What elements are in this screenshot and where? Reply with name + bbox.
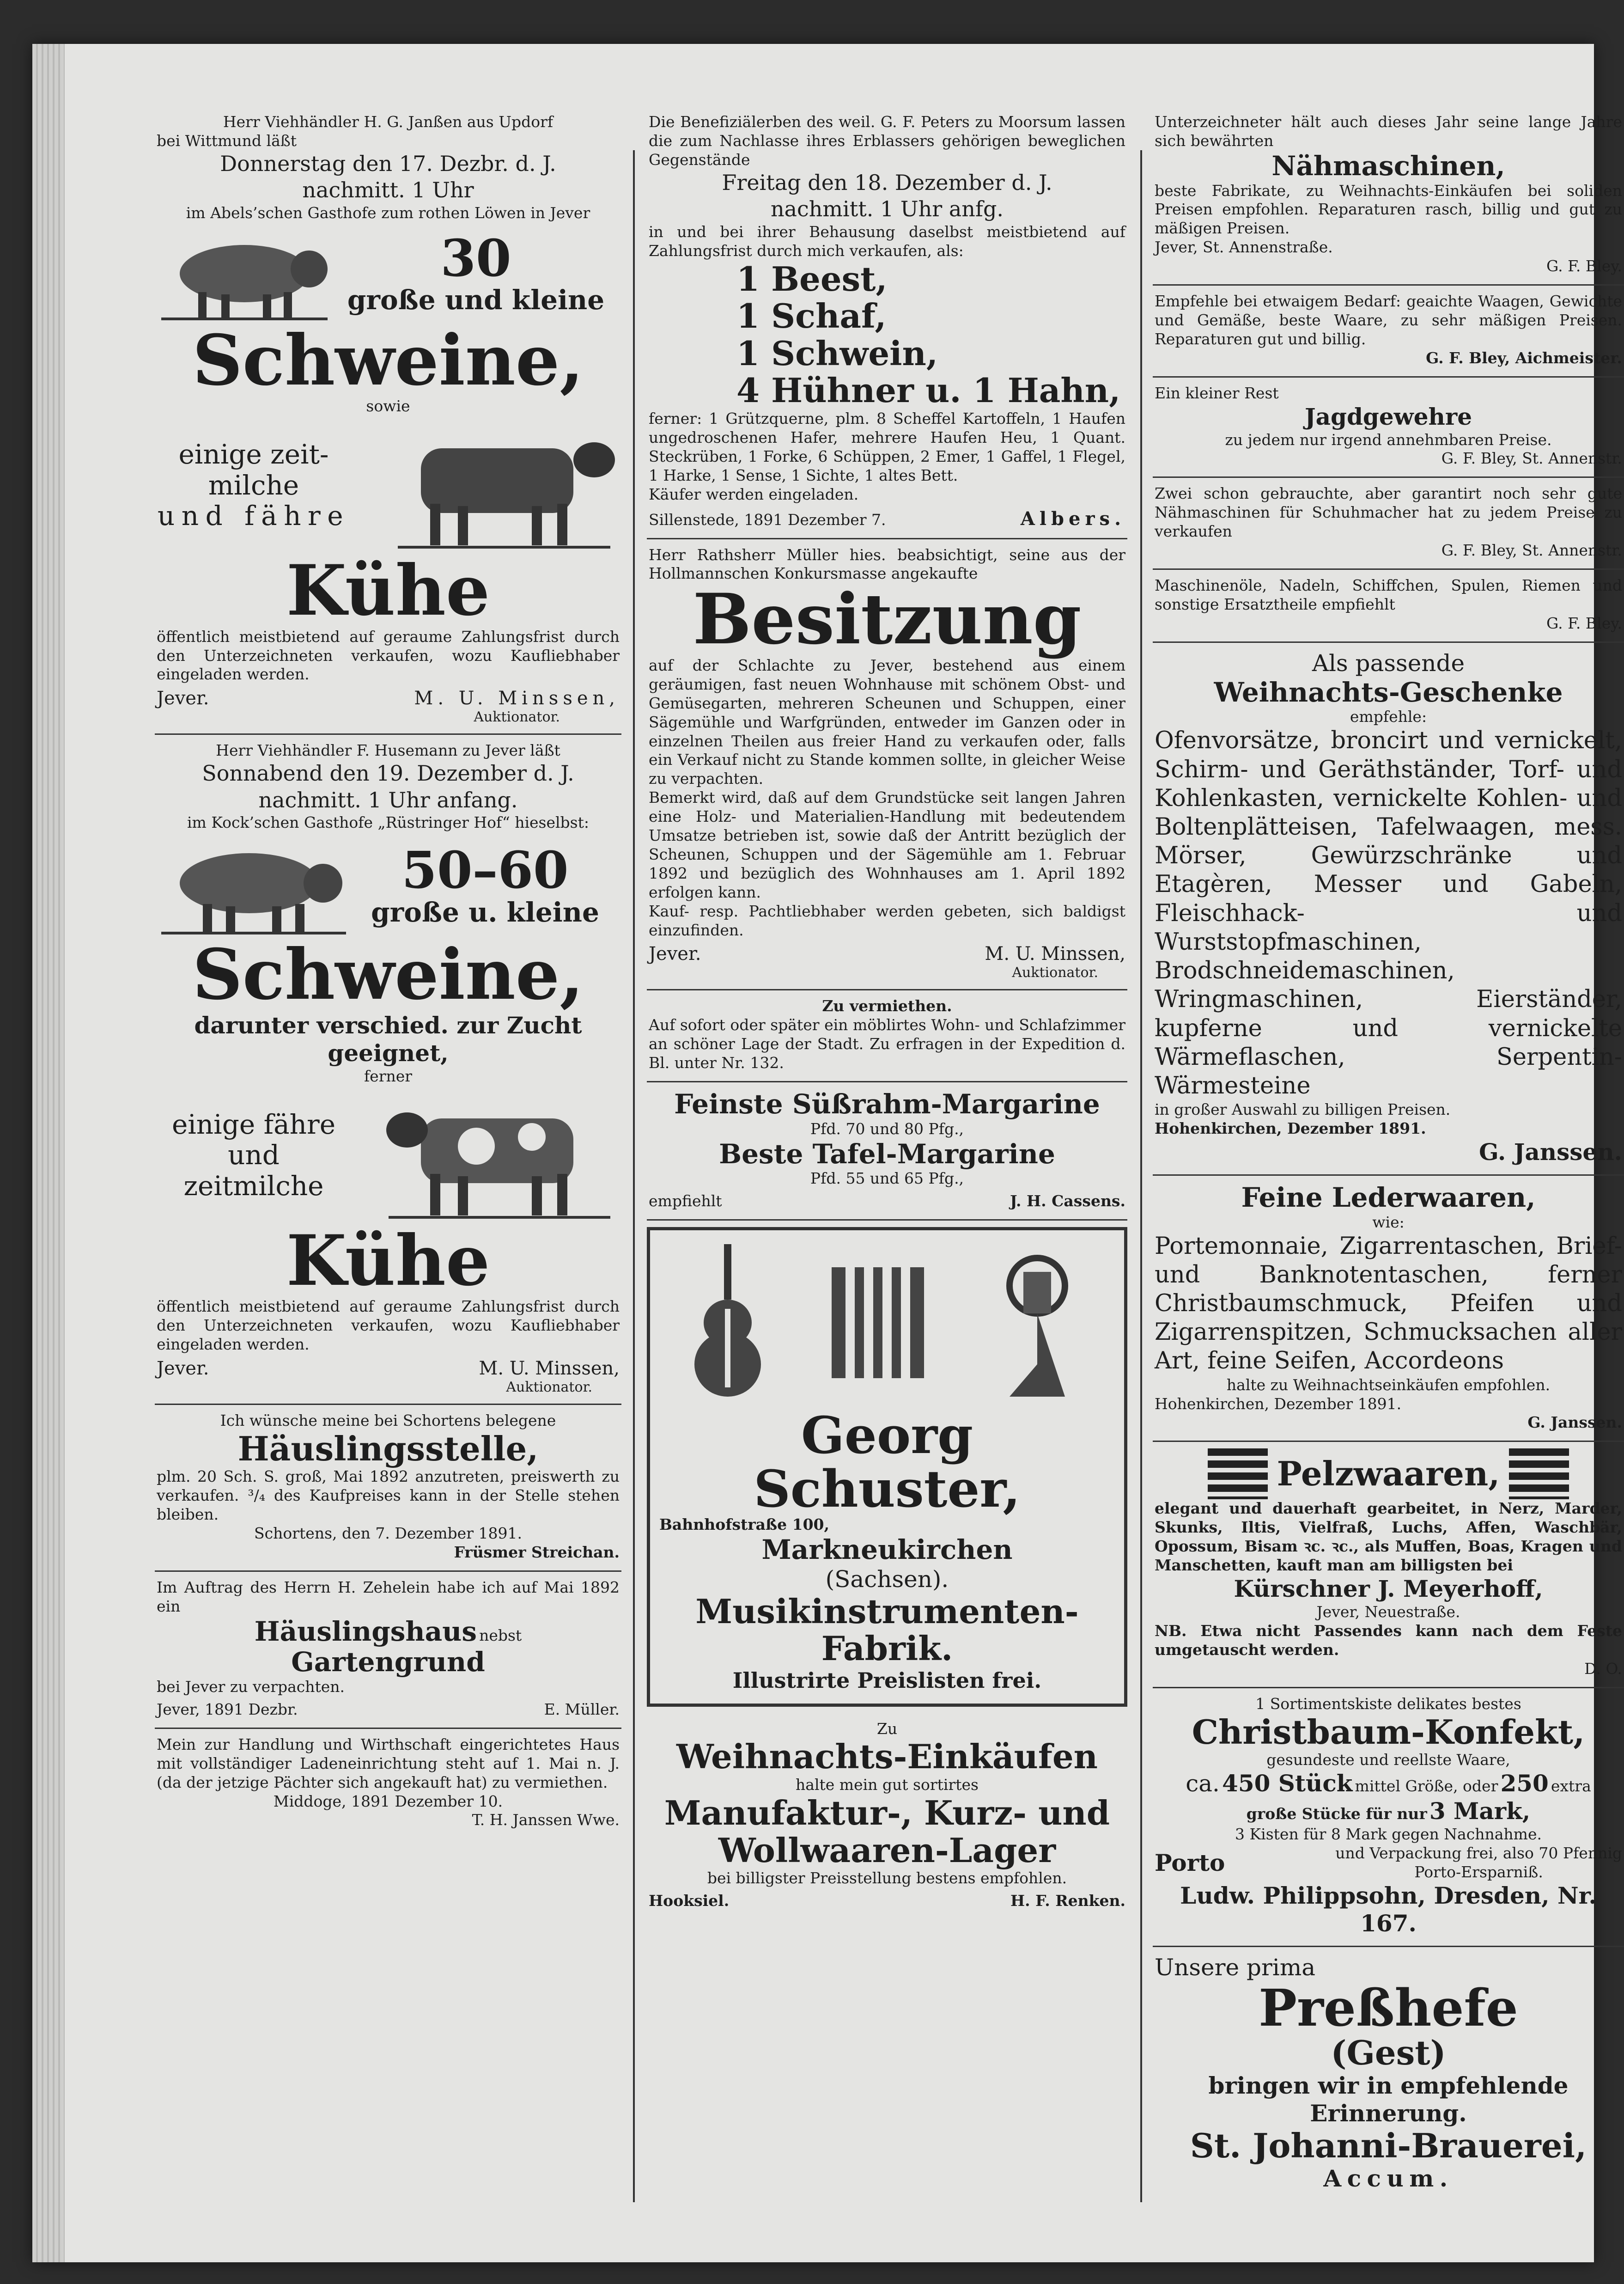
nebst-label: nebst [479,1626,522,1644]
signer: J. H. Cassens. [1010,1192,1125,1210]
auction-time: nachmitt. 1 Uhr anfang. [258,787,518,812]
ad-headline: Manufaktur-, Kurz- und [664,1793,1110,1832]
ad-weihnachts-geschenke [1153,643,1624,1176]
extra-label: extra [1551,1777,1591,1795]
ad-body: Empfehle bei etwaigem Bedarf: geaichte Waagen, Gewichte und Gemäße, beste Waare, zu sehr mäßigen Preisen. Reparaturen gut und billig. [1155,292,1622,348]
column-rule-right [1140,150,1142,2202]
ad-margarine [647,1082,1127,1221]
signer: Albers. [1020,507,1125,530]
item-list [649,261,1125,410]
dateline: Middoge, 1891 Dezember 10. [273,1792,503,1810]
column-right [1153,106,1624,2211]
column-left [155,106,621,2211]
product-name: Beste Tafel-Margarine [719,1138,1055,1170]
ad-headline: Weihnachts-Geschenke [1214,676,1563,708]
ad-intro: bei Wittmund läßt [157,131,297,150]
pig-illustration-icon [157,223,332,324]
headline-kuehe: Kühe [286,1220,490,1301]
nb-note: NB. Etwa nicht Passendes kann nach dem Feste umgetauscht werden. [1155,1621,1622,1659]
ad-headline: Preßhefe [1259,1978,1518,2038]
ad-haeuslingshaus [155,1572,621,1729]
ad-body: Mein zur Handlung und Wirthschaft eingerichtetes Haus mit vollständiger Ladeneinrichtung steht auf 1. Mai n. J. (da der jetzige Pächter sich angekauft hat) zu vermiethen. [157,1735,620,1791]
ad-body: in großer Auswahl zu billigen Preisen. [1155,1100,1451,1119]
cow-desc: und [228,1139,280,1171]
pig-count: 50–60 [401,840,569,900]
porto-label: Porto [1155,1849,1225,1876]
signature: Früsmer Streichan. [454,1543,620,1561]
dateline: Sillenstede, 1891 Dezember 7. [649,510,886,529]
ad-body: auf der Schlachte zu Jever, bestehend aus einem geräumigen, fast neuen Wohnhause mit schönem Obst- und Gemüsegarten, mehreren Scheunen und Schuppen, einer Sägemühle und Warfgründen, entweder im Ganzen oder in einzelnen Theilen aus freier Hand zu verkaufen oder, falls ein Verkauf nicht zu Stande kommen sollte, in gleicher Weise zu verpachten. [649,656,1125,788]
ad-headline: Häuslingsstelle, [237,1429,539,1468]
ad-intro: Im Auftrag des Herrn H. Zehelein habe ich auf Mai 1892 ein [157,1578,620,1615]
auctioneer-name: M. U. Minssen, [985,943,1125,965]
city: Hooksiel. [649,1892,730,1910]
violin-icon [691,1244,765,1401]
ad-body: bringen wir in empfehlende Erinnerung. [1208,2071,1569,2127]
firm-name: St. Johanni-Brauerei, [1190,2125,1587,2165]
ad-body: Käufer werden eingeladen. [649,485,859,503]
firm-type: Fabrik. [821,1629,953,1668]
auction-date: Donnerstag den 17. Dezbr. d. J. [220,151,556,176]
breeding-note: darunter verschied. zur Zucht geeignet, [194,1011,582,1067]
ad-subheadline: (Gest) [1331,2033,1446,2073]
signature [649,1892,1125,1911]
pig-row [157,832,620,939]
cow-row [157,1086,620,1225]
ad-body: gesundeste und reellste Waare, [1266,1751,1510,1769]
ad-besitzung [647,539,1127,991]
signer: G. F. Bley. [1546,614,1622,632]
price-lists-note: Illustrirte Preislisten frei. [732,1668,1042,1693]
firm-address: Jever, Neuestraße. [1316,1603,1460,1621]
ad-intro: Herr Rathsherr Müller hies. beabsichtigt, seine aus der Hollmannschen Konkursmasse angekaufte [649,545,1125,583]
pig-kind: große u. kleine [371,896,599,928]
signer: G. F. Bley, St. Annenstr. [1441,541,1622,560]
empfiehlt-label: empfiehlt [649,1192,722,1210]
newspaper-page [32,44,1622,2262]
instrument-illustrations [659,1244,1115,1401]
ad-headline: Nähmaschinen, [1271,150,1505,182]
cow-illustration-icon [379,1086,620,1225]
city: Jever. [649,943,701,965]
page-edge [32,44,65,2262]
signer: H. F. Renken. [1010,1892,1125,1910]
porto-note: Porto-Ersparniß. [1414,1863,1543,1881]
porto-note: und Verpackung frei, also 70 Pfennig [1335,1844,1622,1862]
size-label: mittel Größe, oder [1355,1777,1498,1795]
trumpet-icon [991,1244,1083,1401]
firm-state: (Sachsen). [825,1565,949,1593]
ad-waagen [1153,286,1624,378]
ad-intro: wie: [1372,1213,1405,1231]
ad-body: Zwei schon gebrauchte, aber garantirt noch sehr gute Nähmaschinen für Schuhmacher hat zu jedem Preise zu verkaufen [1155,484,1622,541]
ad-headline: Wollwaaren-Lager [718,1830,1056,1870]
ad-body: Auf sofort oder später ein möblirtes Wohn- und Schlafzimmer an schöner Lage der Stadt. Zu erfragen in der Expedition d. Bl. unter Nr. 132. [649,1016,1125,1072]
dateline: Schortens, den 7. Dezember 1891. [254,1524,522,1543]
headline-schweine: Schweine, [192,934,584,1016]
signer: D. O. [1584,1659,1622,1678]
headline-schweine: Schweine, [192,319,584,401]
cow-text-block [157,1109,351,1202]
headline-kuehe: Kühe [286,550,490,632]
firm-type: Musikinstrumenten- [695,1591,1079,1631]
pig-kind: große und kleine [347,284,605,316]
price-line [1155,1797,1622,1825]
list-item: 4 Hühner u. 1 Hahn, [736,371,1121,410]
list-item: 1 Beest, [736,259,888,299]
ad-jagdgewehre [1153,378,1624,478]
product-name: Feinste Süßrahm-Margarine [674,1088,1100,1120]
porto-line [1155,1844,1622,1882]
cow-text-block [157,439,351,531]
price: 3 Mark, [1429,1797,1531,1825]
signature [157,1700,620,1719]
cow-desc: milche [208,469,299,501]
ad-headline: Gartengrund [291,1646,485,1678]
ad-intro: Als passende [1312,649,1465,677]
quantity: 250 [1500,1770,1549,1797]
ad-headline: Pelzwaaren, [1277,1454,1500,1494]
product-price: Pfd. 55 und 65 Pfg., [810,1169,964,1188]
auctioneer-role: Auktionator. [1012,965,1099,981]
quantity: 450 Stück [1222,1770,1353,1797]
firm-city: Accum. [1323,2164,1454,2192]
signer: G. F. Bley, Aichmeister. [1426,348,1622,367]
ad-headline: Zu vermiethen. [822,997,952,1015]
ferner-label: ferner [364,1067,413,1085]
ad-lederwaaren [1153,1176,1624,1442]
ad-body: 3 Kisten für 8 Mark gegen Nachnahme. [1235,1825,1542,1844]
dateline: Hohenkirchen, Dezember 1891. [1155,1119,1426,1138]
ad-body: öffentlich meistbietend auf geraume Zahlungsfrist durch den Unterzeichneten verkaufen, wozu Kaufliebhaber eingeladen werden. [157,627,620,684]
pig-count-block [351,840,620,928]
city: Jever, St. Annenstraße. [1155,238,1333,256]
city: Jever. [157,1357,209,1379]
ad-body: elegant und dauerhaft gearbeitet, in Nerz, Marder, Skunks, Iltis, Vielfraß, Luchs, Affen, Waschbär, Opossum, Bisam ꝛc. ꝛc., als Muffen, Boas, Kragen und Manschetten, kauft man am billigsten bei [1155,1499,1622,1575]
signature [157,1358,620,1395]
ad-house-rental [155,1729,621,1838]
signer: G. F. Bley. [1546,257,1622,275]
pig-illustration-icon [157,832,351,939]
column-rule-left [633,150,635,2202]
dateline: Hohenkirchen, Dezember 1891. [1155,1394,1402,1413]
cow-desc: und fähre [157,500,350,532]
ad-body: bei billigster Preisstellung bestens empfohlen. [707,1869,1067,1887]
signer: G. Janssen. [1527,1413,1622,1432]
cow-desc: zeitmilche [183,1170,324,1202]
price-line [1155,1770,1622,1797]
column-middle [647,106,1127,2211]
ad-body: bei Jever zu verpachten. [157,1678,345,1696]
fur-ornament-icon [1208,1448,1268,1499]
product-list: Ofenvorsätze, broncirt und vernickelt, Schirm- und Geräthständer, Torf- und Kohlenkasten, vernickelte Kohlen- und Boltenplätteisen, Tafelwaagen, mess. Mörser, Gewürzschränke und Etagèren, Messer und Gabeln, Fleischhack- und Wurststopfmaschinen, Brodschneidemaschinen, Wringmaschinen, Eierständer, kupferne und vernickelte Wärmeflaschen, Serpentin-Wärmesteine [1155,727,1622,1099]
ad-body: halte zu Weihnachtseinkäufen empfohlen. [1226,1375,1551,1394]
list-item: 1 Schaf, [736,296,887,336]
signer: E. Müller. [544,1700,620,1718]
ad-georg-schuster-box [647,1227,1127,1706]
ad-body: Kauf- resp. Pachtliebhaber werden gebeten, sich baldigst einzufinden. [649,902,1125,939]
firm-name: Georg Schuster, [754,1405,1021,1519]
auctioneer-role: Auktionator. [474,709,560,726]
signature [157,688,620,725]
auction-date: Sonnabend den 19. Dezember d. J. [202,761,574,786]
city: Jever. [157,688,209,709]
fur-ornament-icon [1509,1448,1569,1499]
sowie-label: sowie [366,397,410,415]
auction-time: nachmitt. 1 Uhr [302,177,474,203]
ad-body: ferner: 1 Grützquerne, plm. 8 Scheffel Kartoffeln, 1 Haufen ungedroschenen Hafer, mehrere Haufen Heu, 1 Quant. Steckrüben, 1 Forke, 6 Schüppen, 2 Emer, 1 Gaffel, 1 Flegel, 1 Harke, 1 Sense, 1 Sichte, 1 altes Bett. [649,409,1125,484]
ad-room-rental [647,990,1127,1082]
ad-intro: Unterzeichneter hält auch dieses Jahr seine lange Jahre sich bewährten [1155,113,1622,150]
ad-body: in und bei ihrer Behausung daselbst meistbietend auf Zahlungsfrist durch mich verkaufen, als: [649,222,1125,260]
firm-name: Kürschner J. Meyerhoff, [1234,1575,1543,1602]
ad-headline: Christbaum-Konfekt, [1192,1712,1585,1752]
firm-name: Ludw. Philippsohn, Dresden, Nr. 167. [1180,1881,1597,1937]
ad-headline: Häuslingshaus [254,1615,477,1647]
auction-time: nachmitt. 1 Uhr anfg. [770,196,1004,222]
ad-intro: Unsere prima [1155,1954,1316,1981]
ad-ersatzteile [1153,570,1624,643]
ad-pig-auction-janssen [155,106,621,735]
signature [649,508,1125,530]
pig-count: 30 [440,228,511,288]
firm-street: Bahnhofstraße 100, [659,1515,829,1534]
list-item: 1 Schwein, [736,333,938,373]
ad-christbaum-konfekt [1153,1688,1624,1947]
ad-pelzwaaren [1153,1442,1624,1688]
ad-intro: halte mein gut sortirtes [796,1776,979,1794]
size-label: große Stücke für nur [1246,1805,1427,1823]
fur-headline-row [1155,1448,1622,1499]
ad-naehmaschinen [1153,106,1624,286]
ad-intro: Herr Viehhändler H. G. Janßen aus Updorf [223,113,553,131]
city: Jever, 1891 Dezbr. [157,1700,298,1718]
ad-intro: Herr Viehhändler F. Husemann zu Jever läßt [216,741,560,760]
product-price: Pfd. 70 und 80 Pfg., [810,1119,964,1138]
ad-headline: Weihnachts-Einkäufen [676,1737,1098,1777]
ad-used-machines [1153,478,1624,570]
firm-city: Markneukirchen [761,1534,1013,1566]
ad-body: plm. 20 Sch. S. groß, Mai 1892 anzutreten, preiswerth zu verkaufen. ³/₄ des Kaufpreises kann in der Stelle stehen bleiben. [157,1467,620,1524]
signer: G. F. Bley, St. Annenstr. [1441,449,1622,468]
ad-body: Maschinenöle, Nadeln, Schiffchen, Spulen, Riemen und sonstige Ersatztheile empfiehlt [1155,576,1622,613]
signature [649,1192,1125,1211]
ad-intro: empfehle: [1350,708,1427,726]
ad-intro: Die Benefiziälerben des weil. G. F. Peters zu Moorsum lassen die zum Nachlasse ihres Erblassers gehörigen beweglichen Gegenstände [649,113,1125,169]
cow-desc: einige fähre [171,1108,336,1140]
pig-row [157,223,620,324]
ad-intro: Ich wünsche meine bei Schortens belegene [220,1411,556,1429]
auction-place: im Kock’schen Gasthofe „Rüstringer Hof“ hieselbst: [187,813,589,832]
product-list: Portemonnaie, Zigarrentaschen, Brief- und Banknotentaschen, ferner Christbaumschmuck, Pfeifen und Zigarrenspitzen, Schmucksachen aller Art, feine Seifen, Accordeons [1155,1232,1622,1375]
ca-label: ca. [1186,1770,1220,1797]
ad-body: zu jedem nur irgend annehmbaren Preise. [1225,430,1552,449]
ad-headline: Besitzung [693,579,1082,660]
signature: T. H. Janssen Wwe. [472,1811,620,1829]
auctioneer-name: M. U. Minssen, [414,688,620,709]
ad-renken [647,1713,1127,1919]
auction-place: im Abels’schen Gasthofe zum rothen Löwen in Jever [186,203,590,222]
auctioneer-role: Auktionator. [506,1379,593,1395]
ad-intro: 1 Sortimentskiste delikates bestes [1255,1694,1521,1713]
ad-headline: Feine Lederwaaren, [1241,1181,1536,1213]
accordion-icon [827,1258,929,1387]
ad-intro: Zu [876,1719,898,1738]
ad-body: Bemerkt wird, daß auf dem Grundstücke seit langen Jahren eine Holz- und Materialien-Handlung mit bedeutendem Umsatze betrieben ist, sowie daß der Antritt bezüglich der Scheunen, Schuppen und der Sägemühle am 1. Februar 1892 und bezüglich des Wohnhauses am 1. April 1892 erfolgen kann. [649,788,1125,901]
pig-count-block [332,228,620,316]
ad-estate-auction-peters [647,106,1127,539]
ad-presshefe [1153,1947,1624,2201]
ad-headline: Jagdgewehre [1304,403,1472,430]
cow-row [157,416,620,555]
cow-desc: einige zeit- [178,439,329,470]
auctioneer-name: M. U. Minssen, [479,1357,620,1379]
cow-illustration-icon [379,416,620,555]
ad-haeuslingsstelle [155,1405,621,1572]
ad-body: öffentlich meistbietend auf geraume Zahlungsfrist durch den Unterzeichneten verkaufen, wozu Kaufliebhaber eingeladen werden. [157,1297,620,1353]
ad-body: beste Fabrikate, zu Weihnachts-Einkäufen bei soliden Preisen empfohlen. Reparaturen rasch, billig und gut zu mäßigen Preisen. [1155,181,1622,238]
auction-date: Freitag den 18. Dezember d. J. [722,170,1052,195]
signer: G. Janssen. [1478,1138,1622,1166]
ad-intro: Ein kleiner Rest [1155,384,1279,402]
ad-pig-auction-husemann [155,735,621,1405]
signature [649,943,1125,981]
